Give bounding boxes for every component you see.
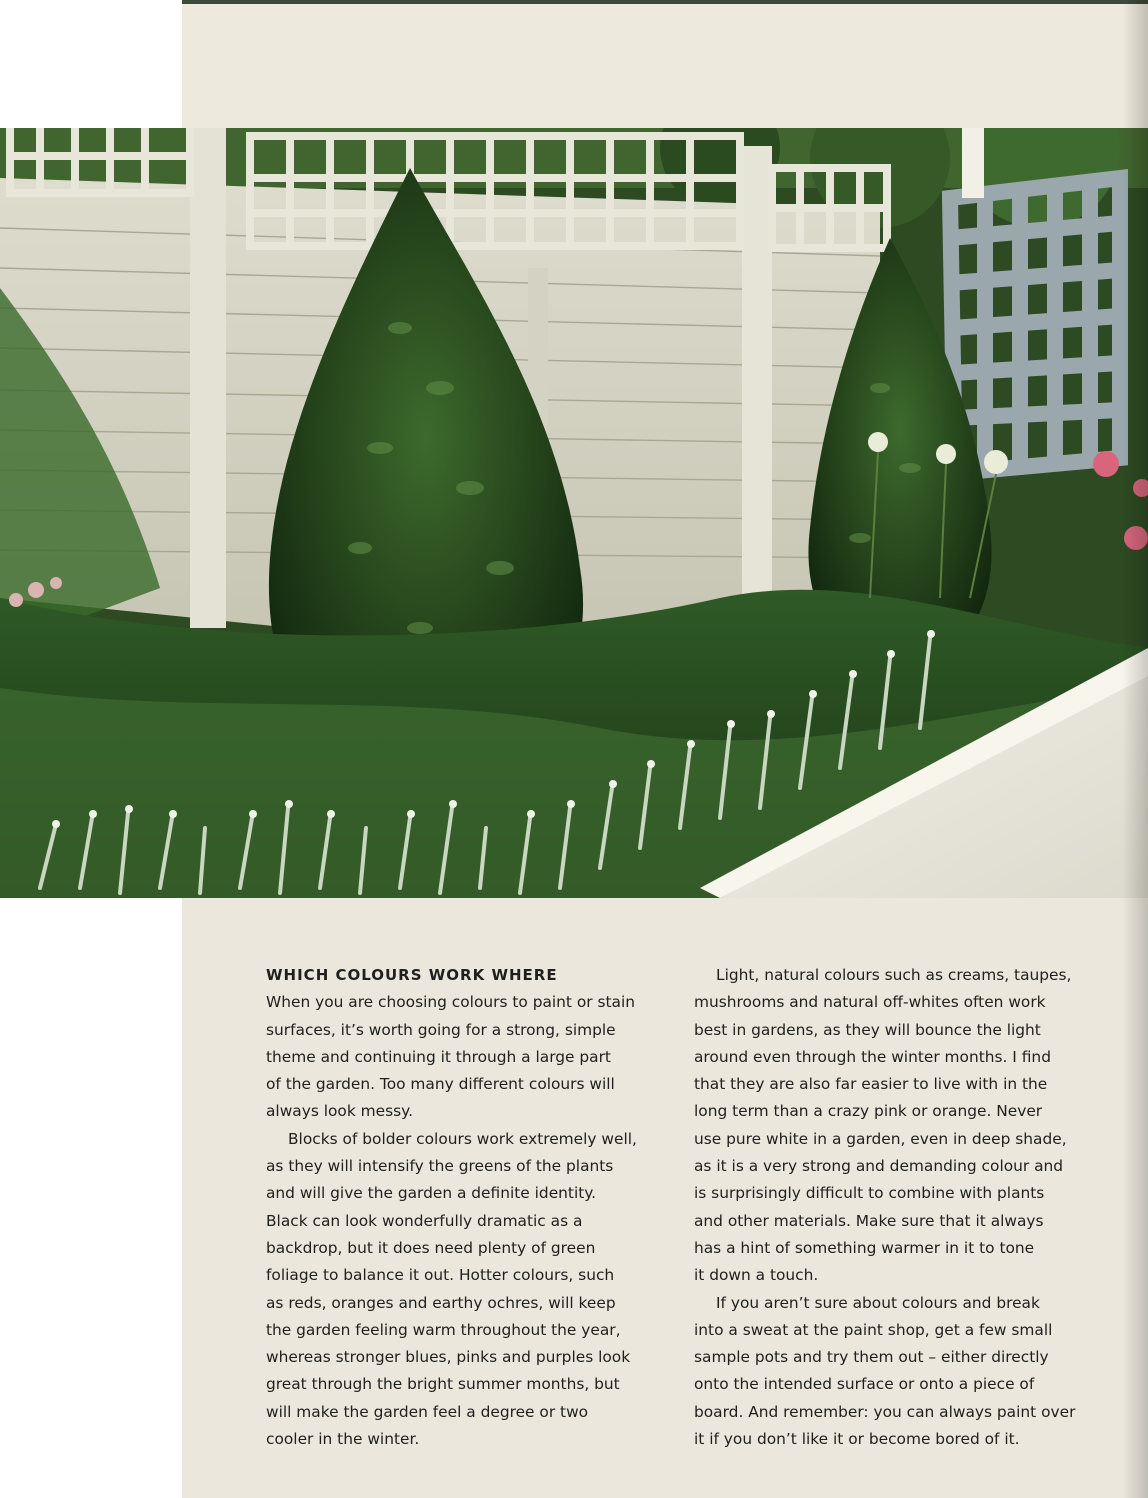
page-top-band <box>182 0 1148 128</box>
garden-photo-icon <box>0 128 1148 898</box>
text-line: great through the bright summer months, but <box>266 1375 620 1394</box>
text-line: has a hint of something warmer in it to tone <box>694 1238 1035 1257</box>
binding-shadow <box>1122 0 1148 1498</box>
text-line: into a sweat at the paint shop, get a few small <box>694 1320 1053 1339</box>
text-line: sample pots and try them out – either directly <box>694 1348 1049 1367</box>
text-line: Black can look wonderfully dramatic as a <box>266 1211 583 1230</box>
page-top-edge <box>182 0 1148 4</box>
text-line: Light, natural colours such as creams, taupes, <box>716 966 1072 984</box>
text-line: as reds, oranges and earthy ochres, will keep <box>266 1293 616 1312</box>
article-heading: WHICH COLOURS WORK WHERE <box>266 966 558 984</box>
article-left-column <box>266 962 656 1453</box>
text-line: board. And remember: you can always paint over <box>694 1402 1076 1421</box>
article-right-column <box>694 962 1098 1453</box>
text-line: is surprisingly difficult to combine with plants <box>694 1184 1045 1203</box>
text-line: If you aren’t sure about colours and break <box>716 1293 1040 1312</box>
text-line: best in gardens, as they will bounce the light <box>694 1020 1041 1039</box>
text-line: cooler in the winter. <box>266 1430 420 1449</box>
text-line: as they will intensify the greens of the plants <box>266 1157 614 1176</box>
text-line: whereas stronger blues, pinks and purples look <box>266 1348 631 1367</box>
text-line: long term than a crazy pink or orange. Never <box>694 1102 1043 1121</box>
text-line: will make the garden feel a degree or two <box>266 1402 589 1421</box>
text-line: around even through the winter months. I find <box>694 1047 1051 1066</box>
text-line: Blocks of bolder colours work extremely well, <box>288 1129 637 1148</box>
text-line: it down a touch. <box>694 1266 819 1285</box>
text-line: the garden feeling warm throughout the year, <box>266 1320 621 1339</box>
text-line: and will give the garden a definite identity. <box>266 1184 597 1203</box>
text-line: and other materials. Make sure that it always <box>694 1211 1044 1230</box>
text-line: theme and continuing it through a large part <box>266 1047 611 1066</box>
text-line: it if you don’t like it or become bored of it. <box>694 1430 1020 1449</box>
text-line: that they are also far easier to live with in the <box>694 1075 1048 1094</box>
text-line: mushrooms and natural off-whites often work <box>694 993 1046 1012</box>
text-line: foliage to balance it out. Hotter colours, such <box>266 1266 615 1285</box>
text-line: always look messy. <box>266 1102 413 1121</box>
text-line: onto the intended surface or onto a piece of <box>694 1375 1035 1394</box>
text-line: as it is a very strong and demanding colour and <box>694 1157 1064 1176</box>
text-line: surfaces, it’s worth going for a strong, simple <box>266 1020 616 1039</box>
text-line: of the garden. Too many different colours will <box>266 1075 615 1094</box>
text-line: use pure white in a garden, even in deep shade, <box>694 1129 1067 1148</box>
text-line: backdrop, but it does need plenty of green <box>266 1238 596 1257</box>
text-line: When you are choosing colours to paint or stain <box>266 993 636 1012</box>
